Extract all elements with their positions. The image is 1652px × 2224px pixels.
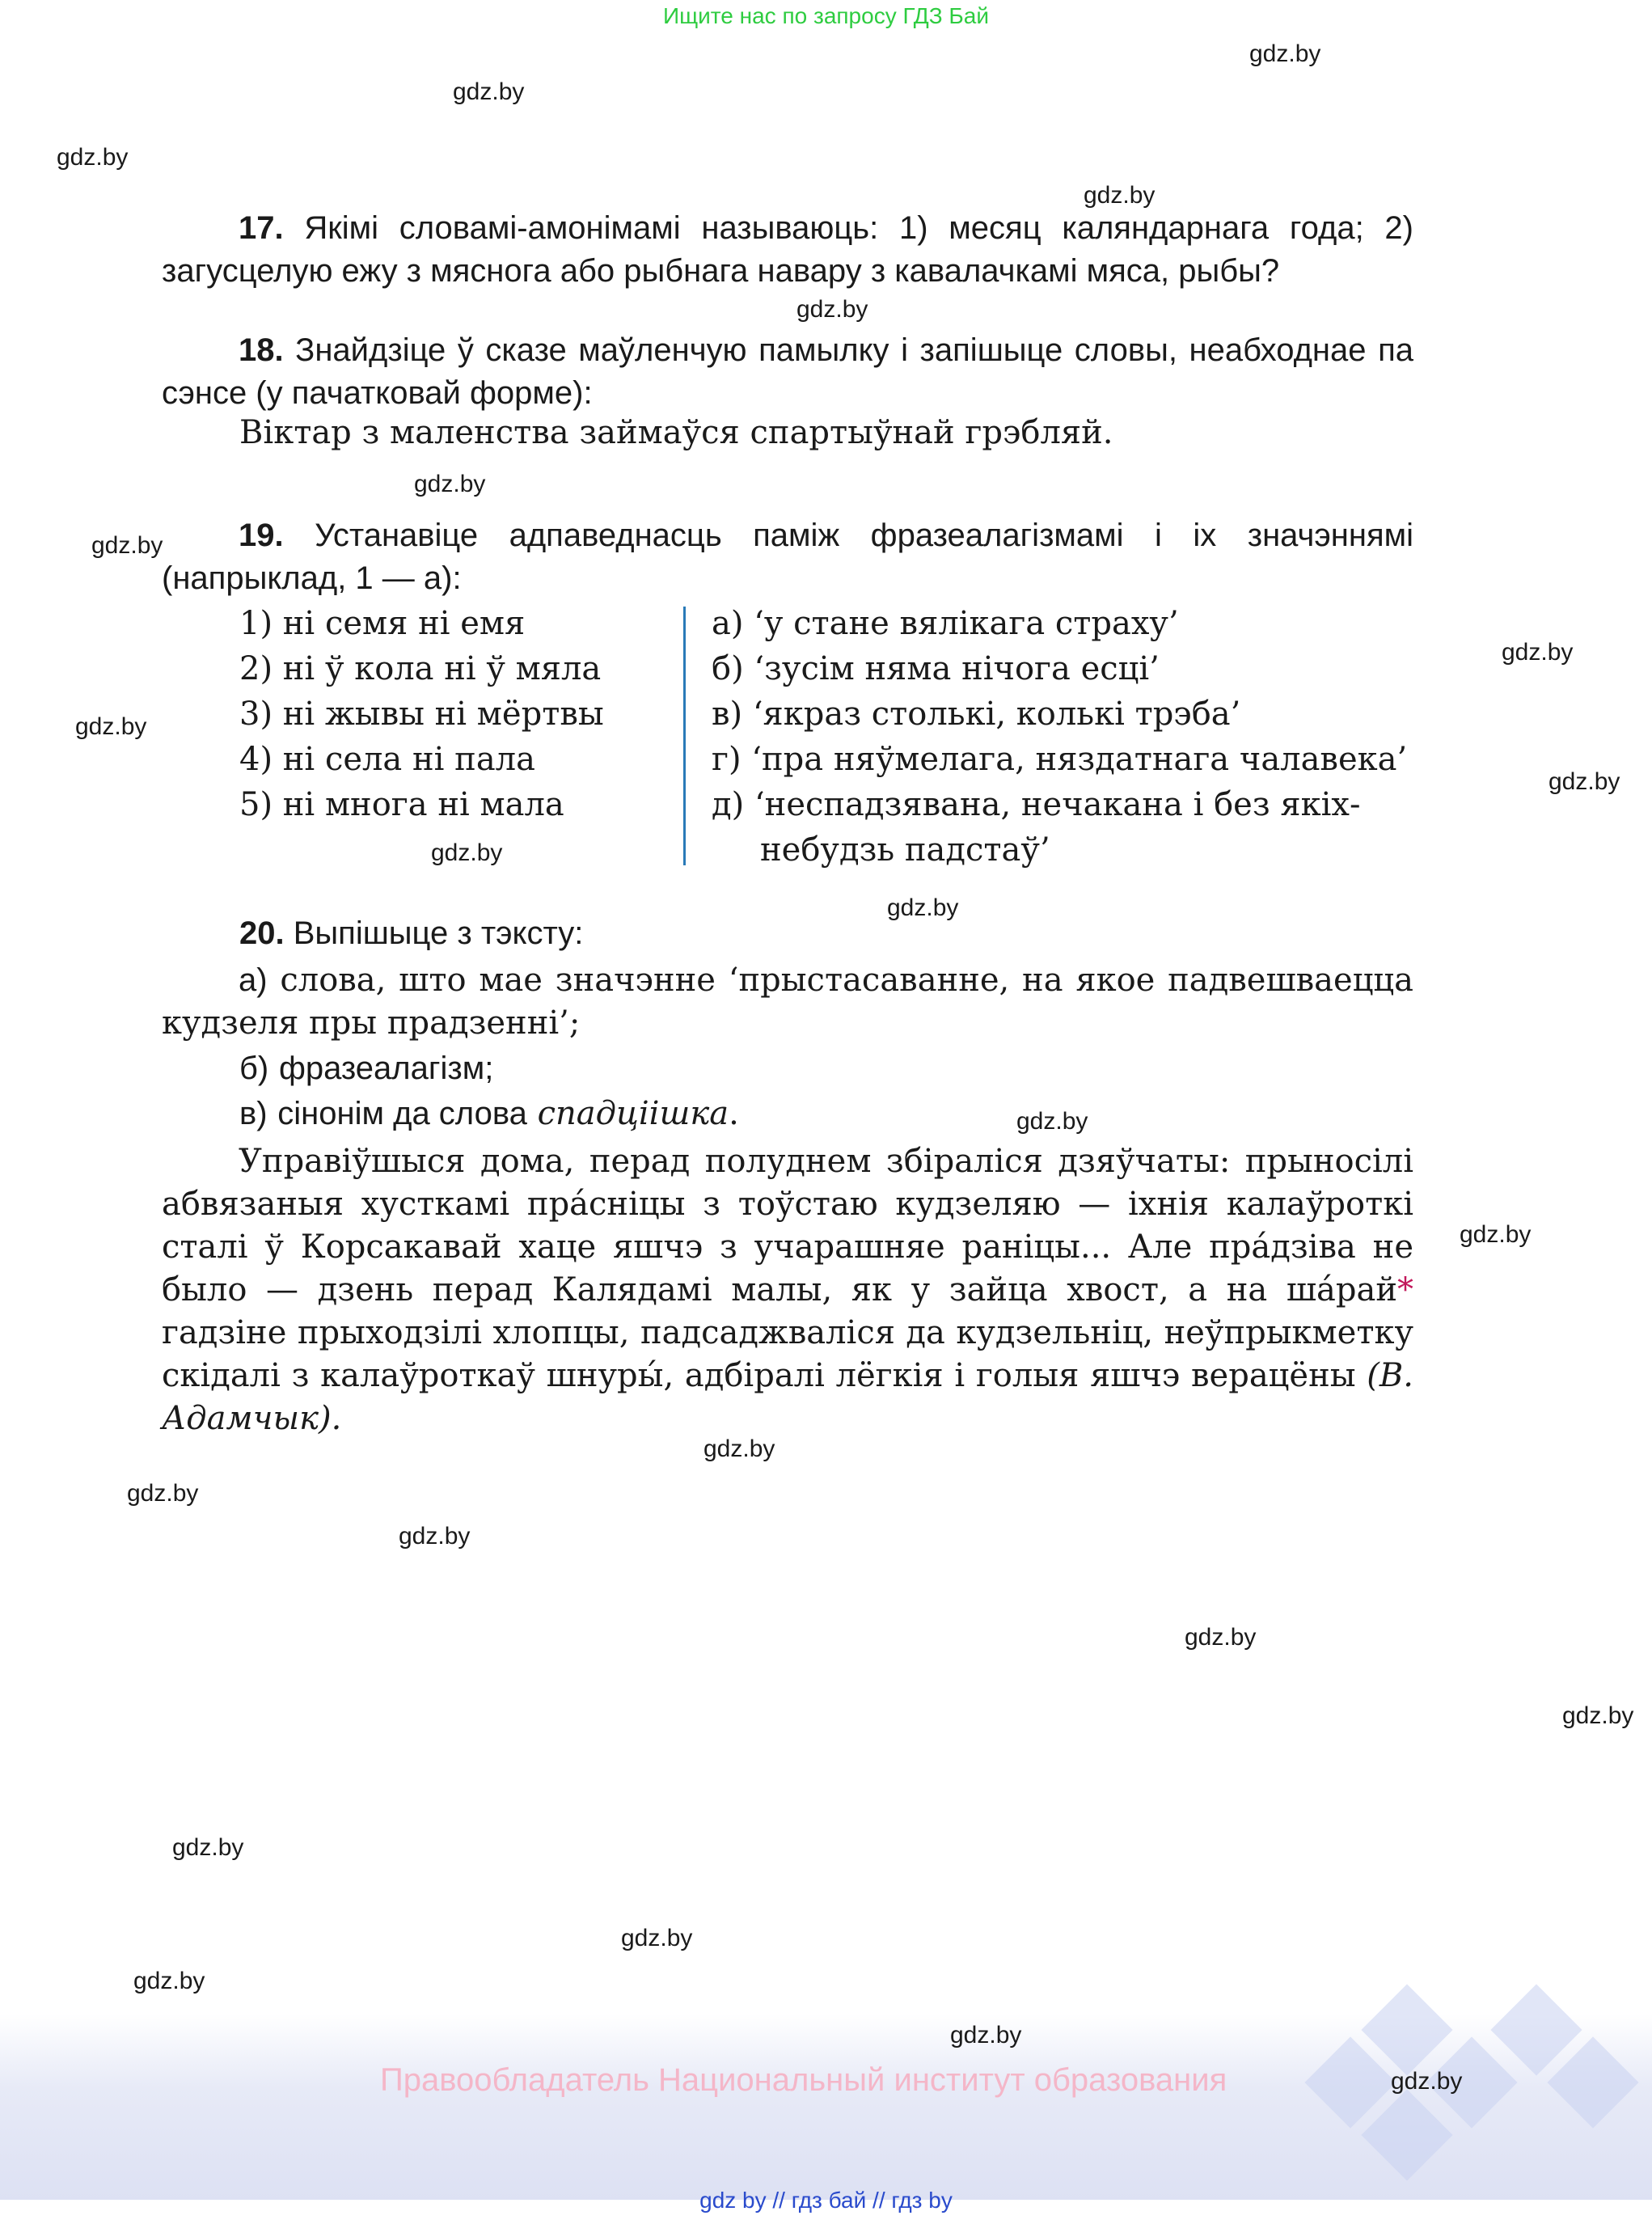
task-a [162,959,1413,1045]
exercise-sentence: Віктар з маленства займаўся спартыўнай грэбляй. [239,414,1113,451]
watermark: gdz.by [887,894,959,921]
exercise-text: Устанавіце адпаведнасць паміж фразеалагізмамі і іх значэннямі (напрыклад, 1 — а): [162,518,1414,596]
literary-text [162,1140,1413,1440]
phrase-item: 5) ні многа ні мала [239,786,564,823]
exercise-number: 18. [239,332,284,368]
watermark: gdz.by [1502,639,1574,666]
task-word: спадціішка [537,1095,729,1132]
text-body-2: гадзіне прыходзілі хлопцы, падсаджваліся да кудзельніц, неўпрыкметку скідалі з калаўроткаў шнуры́, адбіралі лёгкія і голыя яшчэ верацёны [162,1314,1413,1394]
top-banner[interactable]: Ищите нас по запросу ГДЗ Бай [662,3,990,28]
watermark: gdz.by [1548,768,1620,795]
bottom-links[interactable]: gdz by // гдз бай // гдз by [699,2188,953,2213]
watermark: gdz.by [621,1925,693,1951]
meaning-item: б) ‘зусім няма нічога есці’ [712,650,1160,687]
watermark: gdz.by [950,2022,1022,2049]
meaning-item: в) ‘якраз столькі, колькі трэба’ [712,696,1241,733]
task-letter: б) [239,1051,269,1086]
watermark: gdz.by [1249,40,1321,67]
task-b [239,1050,493,1087]
phrase-item: 1) ні семя ні емя [239,605,526,642]
copyright-notice: Правообладатель Национальный институт образования [380,2062,1227,2098]
meaning-item: небудзь падстаў’ [760,831,1050,869]
watermark: gdz.by [127,1480,199,1507]
exercise-text: Знайдзіце ў сказе маўленчую памылку і запішыце словы, неабходнае па сэнсе (у пачатковай форме): [162,332,1413,411]
exercise-17 [162,207,1413,293]
meaning-item: д) ‘неспадзявана, нечакана і без якіх- [712,786,1361,823]
exercise-number: 20. [239,915,285,951]
text-body: Управіўшыся дома, перад полуднем збіраліся дзяўчаты: прыносілі абвязаныя хусткамі пра́сніцы з тоўстаю кудзеляю — іхнія калаўроткі сталі ў Корсакавай хаце яшчэ з учарашняе раніцы... Але пра́дзіва не было — дзень перад Калядамі малы, як у зайца хвост, а на ша́рай [162,1143,1413,1309]
watermark: gdz.by [1391,2068,1463,2095]
watermark: gdz.by [703,1435,775,1462]
watermark: gdz.by [172,1834,244,1861]
watermark: gdz.by [133,1968,205,1994]
exercise-19 [162,514,1413,600]
watermark: gdz.by [1084,182,1156,209]
watermark: gdz.by [1460,1221,1532,1248]
watermark: gdz.by [399,1523,471,1550]
exercise-text: Якімі словамі-амонімамі называюць: 1) месяц каляндарнага года; 2) загусцелую ежу з мяснога або рыбнага навару з кавалачкамі мяса, рыбы? [162,210,1413,289]
author: (В. Адамчык). [162,1357,1413,1437]
meaning-item: г) ‘пра няўмелага, няздатнага чалавека’ [712,741,1408,778]
watermark: gdz.by [1185,1624,1257,1651]
task-c: в) сінонім да слова спадціішка. [239,1095,739,1132]
task-letter: а) [239,962,268,998]
exercise-title: Выпішыце з тэксту: [293,915,584,951]
task-letter: в) [239,1096,268,1131]
task-text: фразеалагізм; [278,1051,494,1086]
footnote-star: * [1397,1271,1413,1309]
exercise-number: 19. [239,518,284,553]
watermark: gdz.by [1562,1702,1634,1729]
watermark: gdz.by [453,78,525,105]
watermark: gdz.by [431,839,503,866]
task-text: сінонім да слова [277,1096,527,1131]
phrase-item: 4) ні села ні пала [239,741,535,778]
phrase-item: 3) ні жывы ні мёртвы [239,696,604,733]
watermark: gdz.by [796,296,868,323]
watermark: gdz.by [1016,1108,1088,1135]
exercise-18 [162,329,1413,415]
watermark: gdz.by [57,144,129,171]
task-text: слова, што мае значэнне ‘прыстасаванне, на якое падвешваецца кудзеля пры прадзенні’; [162,962,1413,1042]
meaning-item: а) ‘у стане вялікага страху’ [712,605,1179,642]
phrase-item: 2) ні ў кола ні ў мяла [239,650,602,687]
exercise-number: 17. [239,210,284,246]
watermark: gdz.by [414,471,486,497]
watermark: gdz.by [91,532,163,559]
watermark: gdz.by [75,713,147,740]
divider [683,607,686,865]
exercise-20 [239,915,583,952]
